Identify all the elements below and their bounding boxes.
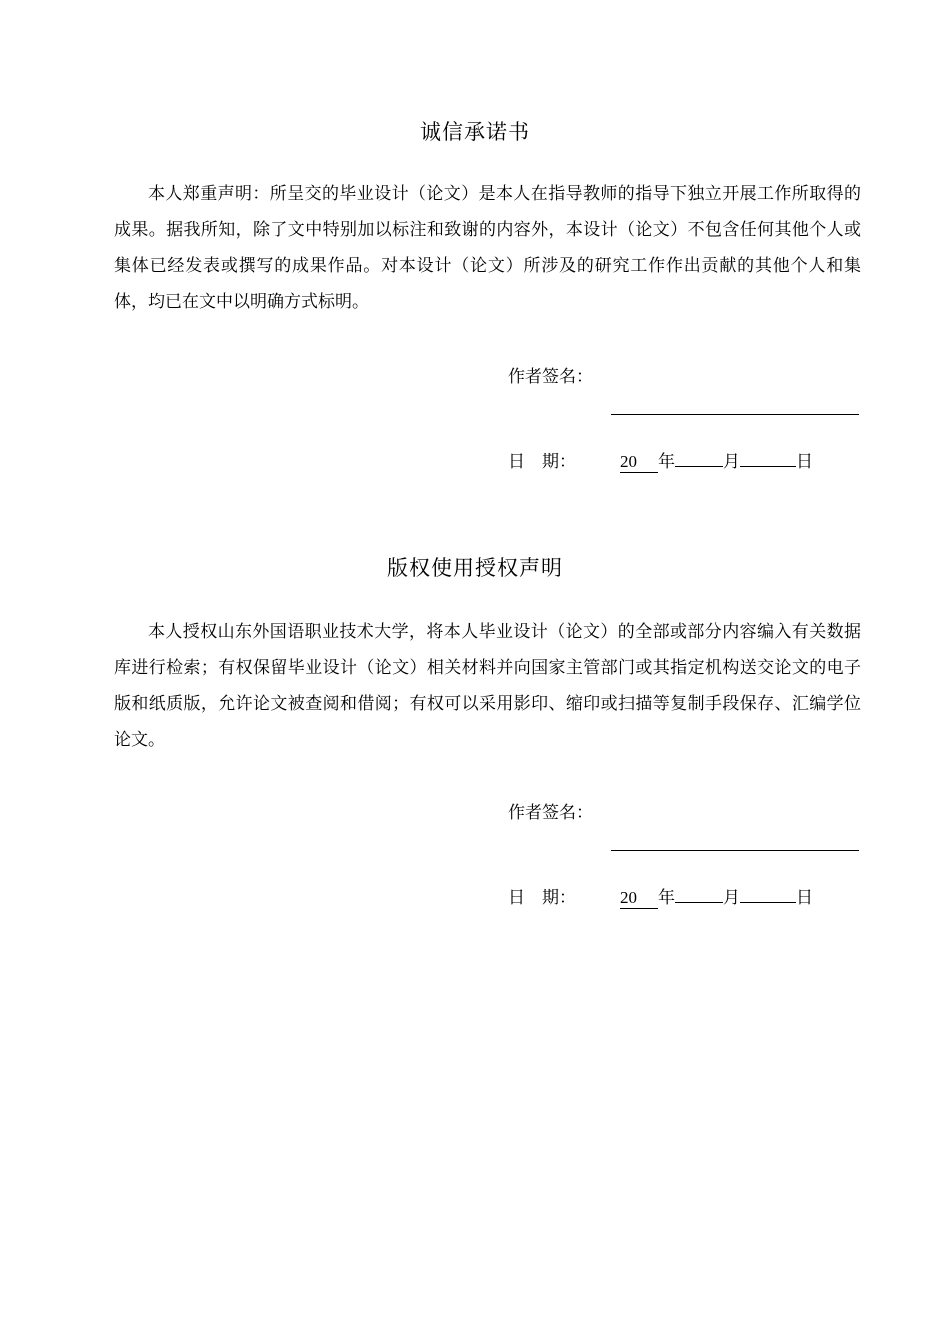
- integrity-day-field: [740, 466, 796, 467]
- integrity-signature-line: [611, 414, 859, 415]
- copyright-statement: 本人授权山东外国语职业技术大学，将本人毕业设计（论文）的全部或部分内容编入有关数据库进行检索；有权保留毕业设计（论文）相关材料并向国家主管部门或其指定机构送交论文的电子版和纸质版，允许论文被查阅和借阅；有权可以采用影印、缩印或扫描等复制手段保存、汇编学位论文。: [114, 622, 861, 750]
- integrity-month-unit: 月: [723, 452, 740, 472]
- copyright-day-unit: 日: [796, 888, 813, 908]
- integrity-title: 诚信承诺书: [420, 120, 530, 144]
- integrity-signature-label: 作者签名：: [508, 367, 593, 387]
- integrity-day-unit: 日: [796, 452, 813, 472]
- copyright-year-field: 20: [620, 888, 658, 909]
- copyright-month-field: [675, 902, 723, 903]
- copyright-title: 版权使用授权声明: [387, 556, 563, 580]
- integrity-date-row: [508, 451, 813, 473]
- copyright-date-row: [508, 887, 813, 909]
- copyright-year-unit: 年: [658, 888, 675, 908]
- integrity-date-label: 日 期：: [508, 452, 576, 472]
- integrity-month-field: [675, 466, 723, 467]
- integrity-statement: 本人郑重声明：所呈交的毕业设计（论文）是本人在指导教师的指导下独立开展工作所取得的成果。据我所知，除了文中特别加以标注和致谢的内容外，本设计（论文）不包含任何其他个人或集体已经发表或撰写的成果作品。对本设计（论文）所涉及的研究工作作出贡献的其他个人和集体，均已在文中以明确方式标明。: [114, 184, 861, 312]
- copyright-date-label: 日 期：: [508, 888, 576, 908]
- copyright-signature-label: 作者签名：: [508, 803, 593, 823]
- copyright-signature-line: [611, 850, 859, 851]
- integrity-year-field: 20: [620, 452, 658, 473]
- copyright-day-field: [740, 902, 796, 903]
- integrity-year-unit: 年: [658, 452, 675, 472]
- copyright-month-unit: 月: [723, 888, 740, 908]
